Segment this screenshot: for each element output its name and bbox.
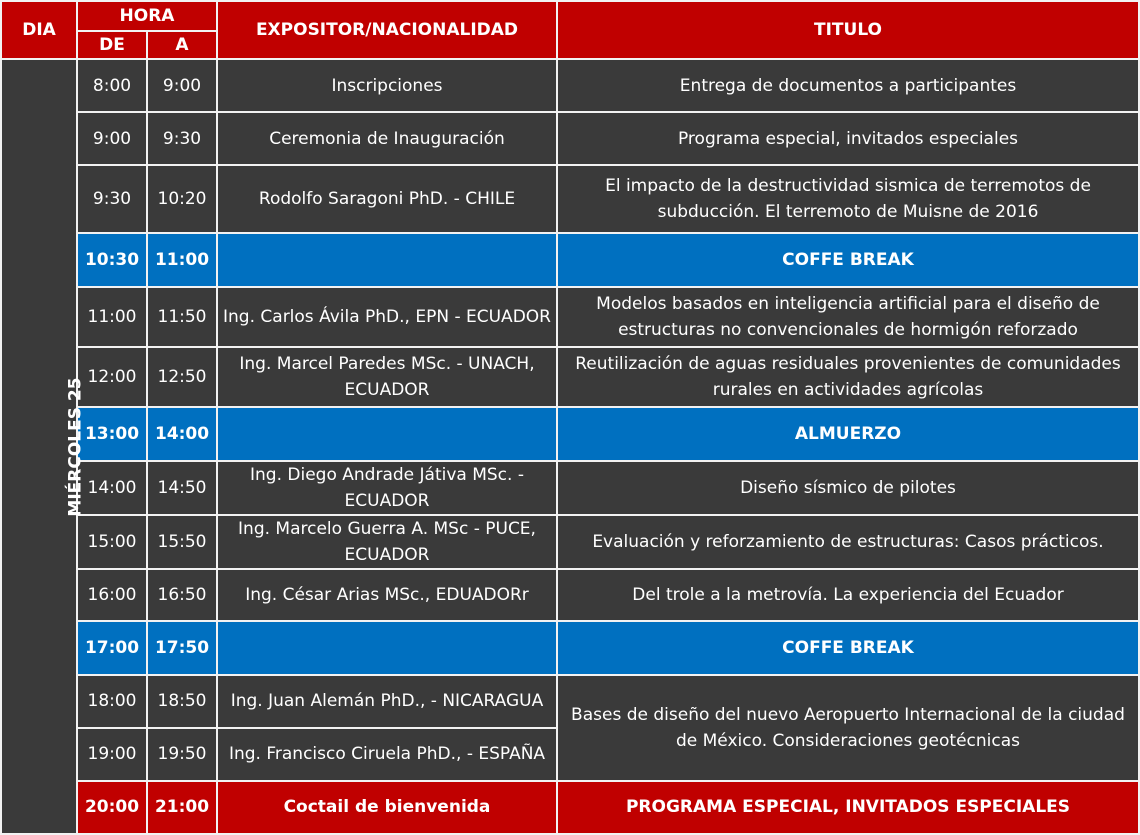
table-row — [1, 59, 1139, 112]
time-to: 9:30 — [147, 112, 217, 165]
table-row-break — [1, 407, 1139, 461]
titulo-cell: Modelos basados en inteligencia artificial para el diseño de estructuras no convencionales de hormigón reforzado — [557, 287, 1139, 347]
table-row-break — [1, 621, 1139, 674]
time-from: 18:00 — [77, 675, 147, 728]
time-to: 21:00 — [147, 781, 217, 834]
time-from: 10:30 — [77, 233, 147, 287]
time-to: 15:50 — [147, 515, 217, 569]
titulo-cell: ALMUERZO — [557, 407, 1139, 461]
expositor-cell: Ing. Carlos Ávila PhD., EPN - ECUADOR — [217, 287, 557, 347]
table-row-final — [1, 781, 1139, 834]
time-from: 15:00 — [77, 515, 147, 569]
time-from: 20:00 — [77, 781, 147, 834]
time-to: 11:50 — [147, 287, 217, 347]
time-from: 16:00 — [77, 569, 147, 621]
table-row — [1, 461, 1139, 515]
expositor-cell: Ceremonia de Inauguración — [217, 112, 557, 165]
expositor-cell: Inscripciones — [217, 59, 557, 112]
titulo-cell: COFFE BREAK — [557, 233, 1139, 287]
header-de: DE — [77, 31, 147, 59]
titulo-cell: Reutilización de aguas residuales provenientes de comunidades rurales en actividades agrícolas — [557, 347, 1139, 407]
expositor-cell: Rodolfo Saragoni PhD. - CHILE — [217, 165, 557, 232]
titulo-cell-merged: Bases de diseño del nuevo Aeropuerto Internacional de la ciudad de México. Consideraciones geotécnicas — [557, 675, 1139, 781]
table-row — [1, 287, 1139, 347]
titulo-cell: PROGRAMA ESPECIAL, INVITADOS ESPECIALES — [557, 781, 1139, 834]
titulo-cell: Diseño sísmico de pilotes — [557, 461, 1139, 515]
table-row-break — [1, 233, 1139, 287]
titulo-cell: El impacto de la destructividad sismica de terremotos de subducción. El terremoto de Muisne de 2016 — [557, 165, 1139, 232]
table-row — [1, 347, 1139, 407]
time-to: 10:20 — [147, 165, 217, 232]
time-to: 16:50 — [147, 569, 217, 621]
table-row — [1, 165, 1139, 232]
time-from: 12:00 — [77, 347, 147, 407]
table-row — [1, 675, 1139, 728]
time-to: 18:50 — [147, 675, 217, 728]
time-from: 9:00 — [77, 112, 147, 165]
expositor-cell: Ing. César Arias MSc., EDUADORr — [217, 569, 557, 621]
day-cell — [1, 59, 86, 834]
time-to: 11:00 — [147, 233, 217, 287]
time-to: 12:50 — [147, 347, 217, 407]
time-from: 11:00 — [77, 287, 147, 347]
titulo-cell: COFFE BREAK — [557, 621, 1139, 674]
time-to: 19:50 — [147, 728, 217, 781]
expositor-cell: Ing. Francisco Ciruela PhD., - ESPAÑA — [217, 728, 557, 781]
table-row — [1, 515, 1139, 569]
time-from: 13:00 — [77, 407, 147, 461]
expositor-cell — [217, 233, 557, 287]
titulo-cell: Evaluación y reforzamiento de estructuras: Casos prácticos. — [557, 515, 1139, 569]
time-from: 17:00 — [77, 621, 147, 674]
header-dia: DIA — [1, 1, 77, 59]
time-to: 17:50 — [147, 621, 217, 674]
time-from: 14:00 — [77, 461, 147, 515]
expositor-cell — [217, 407, 557, 461]
header-expositor: EXPOSITOR/NACIONALIDAD — [217, 1, 557, 59]
table-row — [1, 112, 1139, 165]
time-from: 8:00 — [77, 59, 147, 112]
expositor-cell: Ing. Juan Alemán PhD., - NICARAGUA — [217, 675, 557, 728]
header-hora: HORA — [77, 1, 217, 31]
header-row-top — [1, 1, 1139, 31]
time-to: 14:00 — [147, 407, 217, 461]
expositor-cell: Ing. Diego Andrade Játiva MSc. - ECUADOR — [217, 461, 557, 515]
time-from: 19:00 — [77, 728, 147, 781]
time-to: 14:50 — [147, 461, 217, 515]
titulo-cell: Programa especial, invitados especiales — [557, 112, 1139, 165]
header-titulo: TITULO — [557, 1, 1139, 59]
titulo-cell: Del trole a la metrovía. La experiencia del Ecuador — [557, 569, 1139, 621]
expositor-cell: Ing. Marcel Paredes MSc. - UNACH, ECUADOR — [217, 347, 557, 407]
day-label: MIÉRCOLES 25 — [65, 376, 86, 517]
time-to: 9:00 — [147, 59, 217, 112]
expositor-cell: Ing. Marcelo Guerra A. MSc - PUCE, ECUADOR — [217, 515, 557, 569]
time-from: 9:30 — [77, 165, 147, 232]
expositor-cell: Coctail de bienvenida — [217, 781, 557, 834]
table-row — [1, 569, 1139, 621]
header-a: A — [147, 31, 217, 59]
titulo-cell: Entrega de documentos a participantes — [557, 59, 1139, 112]
expositor-cell — [217, 621, 557, 674]
